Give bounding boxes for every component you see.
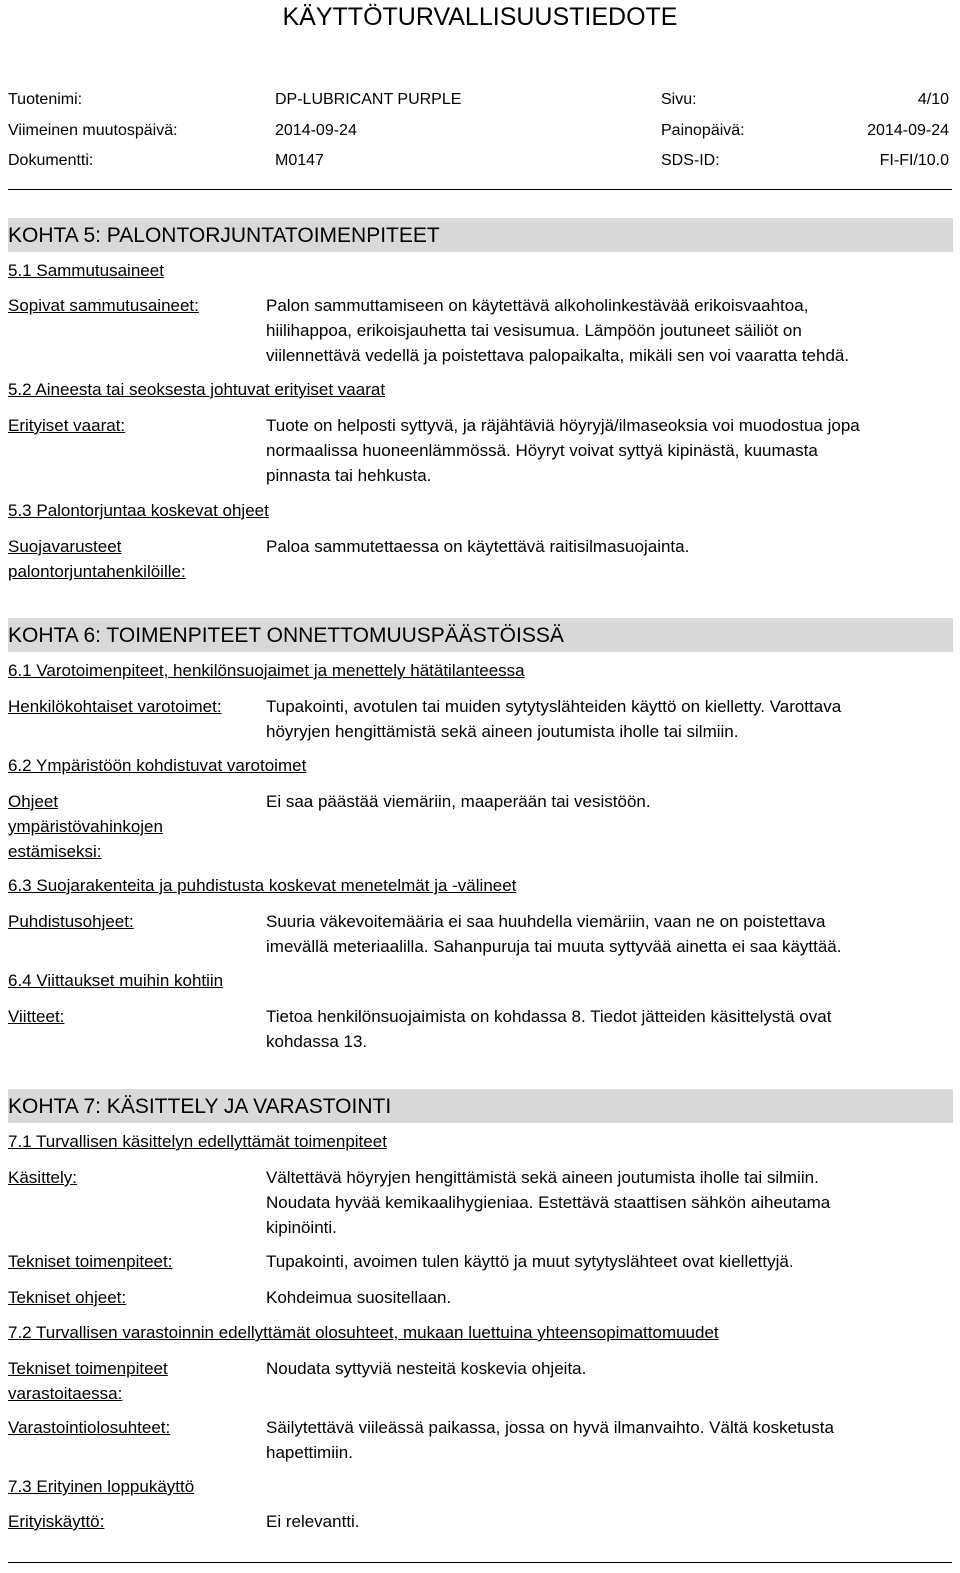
label-varastointiolosuhteet: Varastointiolosuhteet:: [8, 1418, 171, 1437]
label-erityiset-vaarat: Erityiset vaarat:: [8, 416, 126, 435]
header-divider: [8, 189, 952, 190]
label-suojavarusteet: [8, 534, 258, 584]
section-5-bar: [8, 218, 953, 252]
value-kasittely: [266, 1165, 956, 1240]
text-line: Tupakointi, avotulen tai muiden sytytyslähteiden käyttö on kielletty. Varottava: [266, 697, 842, 716]
subsection-5-1: 5.1 Sammutusaineet: [8, 261, 164, 280]
value-tekniset-ohjeet: Kohdeimua suositellaan.: [266, 1288, 452, 1307]
label-tekniset-toimenpiteet: Tekniset toimenpiteet:: [8, 1252, 173, 1271]
label-puhdistusohjeet: Puhdistusohjeet:: [8, 912, 134, 931]
document-value: M0147: [275, 152, 324, 169]
footer-divider: [8, 1562, 952, 1563]
value-puhdistusohjeet: [266, 909, 956, 959]
subsection-6-3: 6.3 Suojarakenteita ja puhdistusta koskevat menetelmät ja -välineet: [8, 876, 517, 895]
section-6-heading: KOHTA 6: TOIMENPITEET ONNETTOMUUSPÄÄSTÖISSÄ: [8, 624, 564, 647]
text-line: Vältettävä höyryjen hengittämistä sekä aineen joutumista iholle tai silmiin.: [266, 1168, 819, 1187]
subsection-6-4: 6.4 Viittaukset muihin kohtiin: [8, 971, 224, 990]
text-line: normaalissa huoneenlämmössä. Höyryt voivat syttyä kipinästä, kuumasta: [266, 441, 818, 460]
text-line: imevällä meteriaalilla. Sahanpuruja tai muuta syttyvää ainetta ei saa käyttää.: [266, 937, 842, 956]
value-erityiset-vaarat: [266, 413, 956, 488]
section-7-bar: [8, 1089, 953, 1123]
subsection-5-3: 5.3 Palontorjuntaa koskevat ohjeet: [8, 501, 269, 520]
subsection-7-2: 7.2 Turvallisen varastoinnin edellyttämät olosuhteet, mukaan luettuina yhteensopimattomuudet: [8, 1323, 719, 1342]
subsection-5-2: 5.2 Aineesta tai seoksesta johtuvat erityiset vaarat: [8, 380, 386, 399]
label-ohjeet-ymparistovahinkojen: [8, 789, 258, 864]
text-line: kohdassa 13.: [266, 1032, 368, 1051]
document-label: Dokumentti:: [8, 152, 94, 169]
value-ohjeet-ymparistovahinkojen: Ei saa päästää viemäriin, maaperään tai vesistöön.: [266, 792, 651, 811]
label-line: ympäristövahinkojen: [8, 817, 163, 836]
label-henkilokohtaiset-varotoimet: Henkilökohtaiset varotoimet:: [8, 697, 222, 716]
label-viitteet: Viitteet:: [8, 1007, 65, 1026]
label-line: Tekniset toimenpiteet: [8, 1359, 168, 1378]
text-line: viilennettävä vedellä ja poistettava palopaikalta, mikäli sen voi vaaratta tehdä.: [266, 346, 850, 365]
label-line: varastoitaessa:: [8, 1384, 123, 1403]
section-5-heading: KOHTA 5: PALONTORJUNTATOIMENPITEET: [8, 224, 440, 247]
subsection-6-2: 6.2 Ympäristöön kohdistuvat varotoimet: [8, 756, 307, 775]
text-line: Tuote on helposti syttyvä, ja räjähtäviä höyryjä/ilmaseoksia voi muodostua jopa: [266, 416, 860, 435]
text-line: Palon sammuttamiseen on käytettävä alkoholinkestävää erikoisvaahtoa,: [266, 296, 809, 315]
text-line: kipinöinti.: [266, 1218, 337, 1237]
text-line: höyryjen hengittämistä sekä aineen joutumista iholle tai silmiin.: [266, 722, 739, 741]
label-sopivat-sammutusaineet: Sopivat sammutusaineet:: [8, 296, 199, 315]
page-value: 4/10: [917, 91, 949, 108]
text-line: pinnasta tai hehkusta.: [266, 466, 432, 485]
modified-value: 2014-09-24: [275, 122, 357, 139]
sds-id-label: SDS-ID:: [661, 152, 720, 169]
text-line: Säilytettävä viileässä paikassa, jossa on hyvä ilmanvaihto. Vältä kosketusta: [266, 1418, 834, 1437]
value-tekniset-toimenpiteet: Tupakointi, avoimen tulen käyttö ja muut sytytyslähteet ovat kiellettyjä.: [266, 1252, 794, 1271]
print-date-label: Painopäivä:: [661, 122, 745, 139]
product-value: DP-LUBRICANT PURPLE: [275, 91, 462, 108]
page-label: Sivu:: [661, 91, 697, 108]
label-erityiskaytto: Erityiskäyttö:: [8, 1512, 105, 1531]
text-line: hapettimiin.: [266, 1443, 353, 1462]
print-date-value: 2014-09-24: [867, 122, 949, 139]
label-tekniset-toimenpiteet-varastoitaessa: [8, 1356, 258, 1406]
value-varastointiolosuhteet: [266, 1415, 956, 1465]
value-henkilokohtaiset-varotoimet: [266, 694, 956, 744]
subsection-6-1: 6.1 Varotoimenpiteet, henkilönsuojaimet ja menettely hätätilanteessa: [8, 661, 525, 680]
label-kasittely: Käsittely:: [8, 1168, 77, 1187]
label-tekniset-ohjeet: Tekniset ohjeet:: [8, 1288, 127, 1307]
value-suojavarusteet: Paloa sammutettaessa on käytettävä raitisilmasuojainta.: [266, 537, 690, 556]
value-viitteet: [266, 1004, 956, 1054]
text-line: Suuria väkevoitemääria ei saa huuhdella viemäriin, vaan ne on poistettava: [266, 912, 826, 931]
label-line: estämiseksi:: [8, 842, 102, 861]
label-line: palontorjuntahenkilöille:: [8, 562, 186, 581]
label-line: Ohjeet: [8, 792, 59, 811]
product-label: Tuotenimi:: [8, 91, 83, 108]
subsection-7-3: 7.3 Erityinen loppukäyttö: [8, 1477, 195, 1496]
value-tekniset-toimenpiteet-varastoitaessa: Noudata syttyviä nesteitä koskevia ohjeita.: [266, 1359, 587, 1378]
text-line: Noudata hyvää kemikaalihygieniaa. Estettävä staattisen sähkön aiheutama: [266, 1193, 831, 1212]
document-title: KÄYTTÖTURVALLISUUSTIEDOTE: [282, 3, 678, 31]
value-sopivat-sammutusaineet: [266, 293, 956, 368]
section-6-bar: [8, 618, 953, 652]
text-line: Tietoa henkilönsuojaimista on kohdassa 8. Tiedot jätteiden käsittelystä ovat: [266, 1007, 832, 1026]
section-7-heading: KOHTA 7: KÄSITTELY JA VARASTOINTI: [8, 1095, 392, 1118]
value-erityiskaytto: Ei relevantti.: [266, 1512, 360, 1531]
sds-id-value: FI-FI/10.0: [879, 152, 949, 169]
label-line: Suojavarusteet: [8, 537, 122, 556]
subsection-7-1: 7.1 Turvallisen käsittelyn edellyttämät toimenpiteet: [8, 1132, 387, 1151]
text-line: hiilihappoa, erikoisjauhetta tai vesisumua. Lämpöön joutuneet säiliöt on: [266, 321, 802, 340]
modified-label: Viimeinen muutospäivä:: [8, 122, 178, 139]
